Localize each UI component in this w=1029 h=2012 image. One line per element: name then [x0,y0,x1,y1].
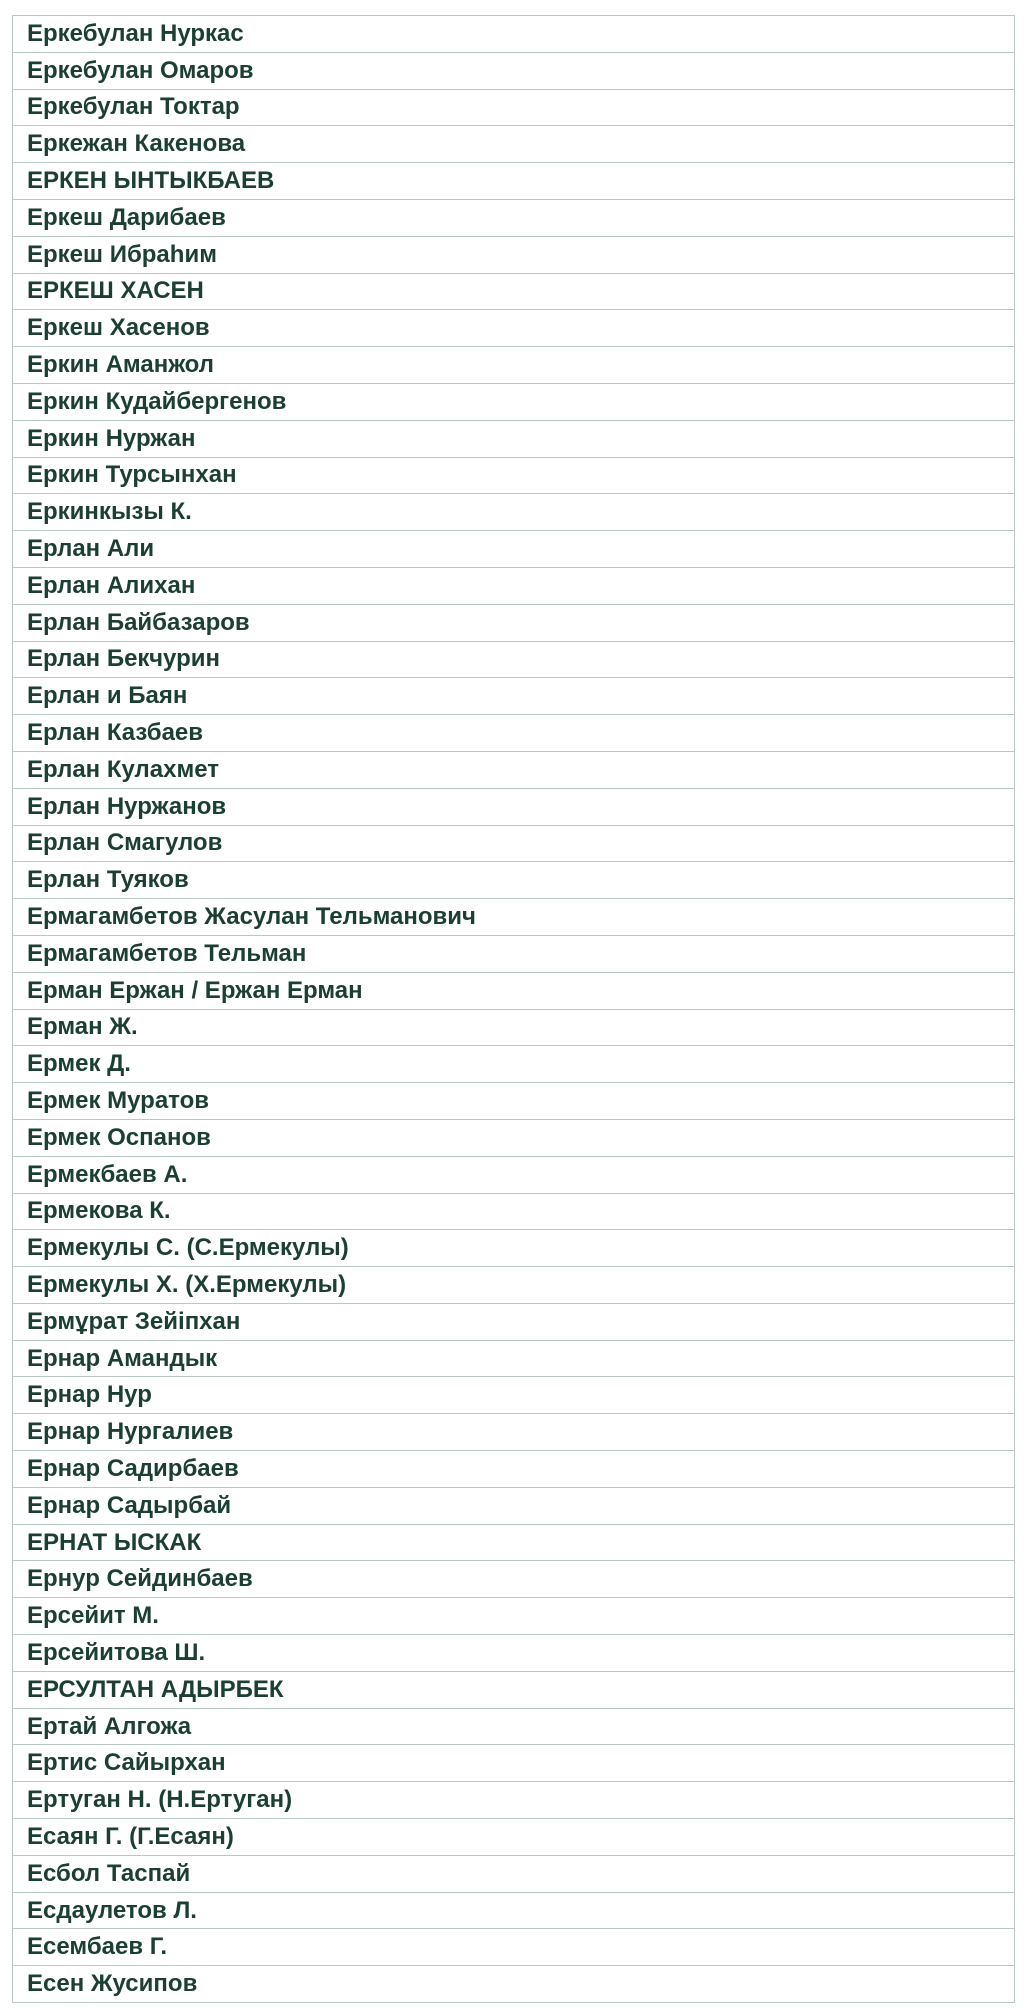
table-row [13,1966,1015,2003]
table-row [13,52,1015,89]
table-row [13,678,1015,715]
table-row [13,1524,1015,1561]
table-row [13,1929,1015,1966]
name-cell: Есбол Таспай [13,1855,1015,1892]
table-row [13,788,1015,825]
table-row [13,1892,1015,1929]
table-row [13,1303,1015,1340]
name-cell: Ерсейитова Ш. [13,1635,1015,1672]
table-row [13,1855,1015,1892]
table-row [13,273,1015,310]
table-row [13,347,1015,384]
table-row [13,1708,1015,1745]
table-row [13,862,1015,899]
table-row [13,604,1015,641]
table-row [13,1635,1015,1672]
name-cell: Еркеш Ибраһим [13,236,1015,273]
name-cell: Еркин Аманжол [13,347,1015,384]
name-cell: Еркебулан Токтар [13,89,1015,126]
name-cell: Ермекулы Х. (Х.Ермекулы) [13,1267,1015,1304]
name-cell: Есембаев Г. [13,1929,1015,1966]
table-row [13,457,1015,494]
name-cell: Ерлан Байбазаров [13,604,1015,641]
table-row [13,899,1015,936]
table-row [13,420,1015,457]
table-row [13,715,1015,752]
name-cell: Ермек Д. [13,1046,1015,1083]
name-cell: Ерман Ержан / Ержан Ерман [13,972,1015,1009]
name-cell: Еркежан Какенова [13,126,1015,163]
name-cell: Ертис Сайырхан [13,1745,1015,1782]
name-cell: ЕРСУЛТАН АДЫРБЕК [13,1671,1015,1708]
name-cell: Ерлан Алихан [13,567,1015,604]
table-row [13,1267,1015,1304]
name-cell: ЕРКЕШ ХАСЕН [13,273,1015,310]
name-cell: Еркеш Хасенов [13,310,1015,347]
table-row [13,1009,1015,1046]
table-row [13,1156,1015,1193]
name-cell: Еркин Кудайбергенов [13,383,1015,420]
name-cell: Ернар Садырбай [13,1487,1015,1524]
table-row [13,310,1015,347]
name-cell: Еркин Нуржан [13,420,1015,457]
name-cell: ЕРНАТ ЫСКАК [13,1524,1015,1561]
names-table-body [13,16,1015,2003]
table-row [13,1230,1015,1267]
name-cell: Ернар Амандык [13,1340,1015,1377]
name-cell: Ерлан Кулахмет [13,751,1015,788]
name-cell: Ертуган Н. (Н.Ертуган) [13,1782,1015,1819]
name-cell: Ертай Алгожа [13,1708,1015,1745]
name-cell: Ерлан и Баян [13,678,1015,715]
name-cell: Есен Жусипов [13,1966,1015,2003]
table-row [13,1745,1015,1782]
name-cell: Ернар Садирбаев [13,1451,1015,1488]
name-cell: Ермек Оспанов [13,1119,1015,1156]
name-cell: Ермагамбетов Тельман [13,935,1015,972]
table-row [13,199,1015,236]
table-row [13,1193,1015,1230]
name-cell: Еркеш Дарибаев [13,199,1015,236]
name-cell: Ерлан Туяков [13,862,1015,899]
table-row [13,641,1015,678]
table-row [13,1119,1015,1156]
table-row [13,1340,1015,1377]
table-row [13,1414,1015,1451]
name-cell: Ерман Ж. [13,1009,1015,1046]
names-table [12,15,1015,2003]
table-row [13,383,1015,420]
name-cell: Ермекова К. [13,1193,1015,1230]
table-row [13,1561,1015,1598]
name-cell: Ермұрат Зейiпхан [13,1303,1015,1340]
table-row [13,1083,1015,1120]
table-row [13,16,1015,53]
name-cell: Еркебулан Нуркас [13,16,1015,53]
table-row [13,1671,1015,1708]
table-row [13,236,1015,273]
name-cell: Ернар Нур [13,1377,1015,1414]
name-cell: Ерлан Казбаев [13,715,1015,752]
name-cell: Ерлан Бекчурин [13,641,1015,678]
name-cell: Ерсейит М. [13,1598,1015,1635]
name-cell: Ермекулы С. (С.Ермекулы) [13,1230,1015,1267]
name-cell: Ерлан Смагулов [13,825,1015,862]
table-row [13,567,1015,604]
name-cell: Еркинкызы К. [13,494,1015,531]
name-cell: Есаян Г. (Г.Есаян) [13,1819,1015,1856]
name-cell: Ерлан Али [13,531,1015,568]
name-cell: Ернар Нургалиев [13,1414,1015,1451]
name-cell: Ермек Муратов [13,1083,1015,1120]
name-cell: ЕРКЕН ЫНТЫКБАЕВ [13,163,1015,200]
name-cell: Ермагамбетов Жасулан Тельманович [13,899,1015,936]
table-row [13,1377,1015,1414]
table-row [13,163,1015,200]
table-row [13,1451,1015,1488]
table-row [13,531,1015,568]
name-cell: Ермекбаев А. [13,1156,1015,1193]
table-row [13,935,1015,972]
name-cell: Ернур Сейдинбаев [13,1561,1015,1598]
table-row [13,1046,1015,1083]
table-row [13,825,1015,862]
name-cell: Есдаулетов Л. [13,1892,1015,1929]
table-row [13,751,1015,788]
table-row [13,1487,1015,1524]
table-row [13,1782,1015,1819]
name-cell: Ерлан Нуржанов [13,788,1015,825]
table-row [13,1598,1015,1635]
table-row [13,126,1015,163]
table-row [13,89,1015,126]
table-row [13,1819,1015,1856]
table-row [13,494,1015,531]
name-cell: Еркин Турсынхан [13,457,1015,494]
name-cell: Еркебулан Омаров [13,52,1015,89]
table-row [13,972,1015,1009]
